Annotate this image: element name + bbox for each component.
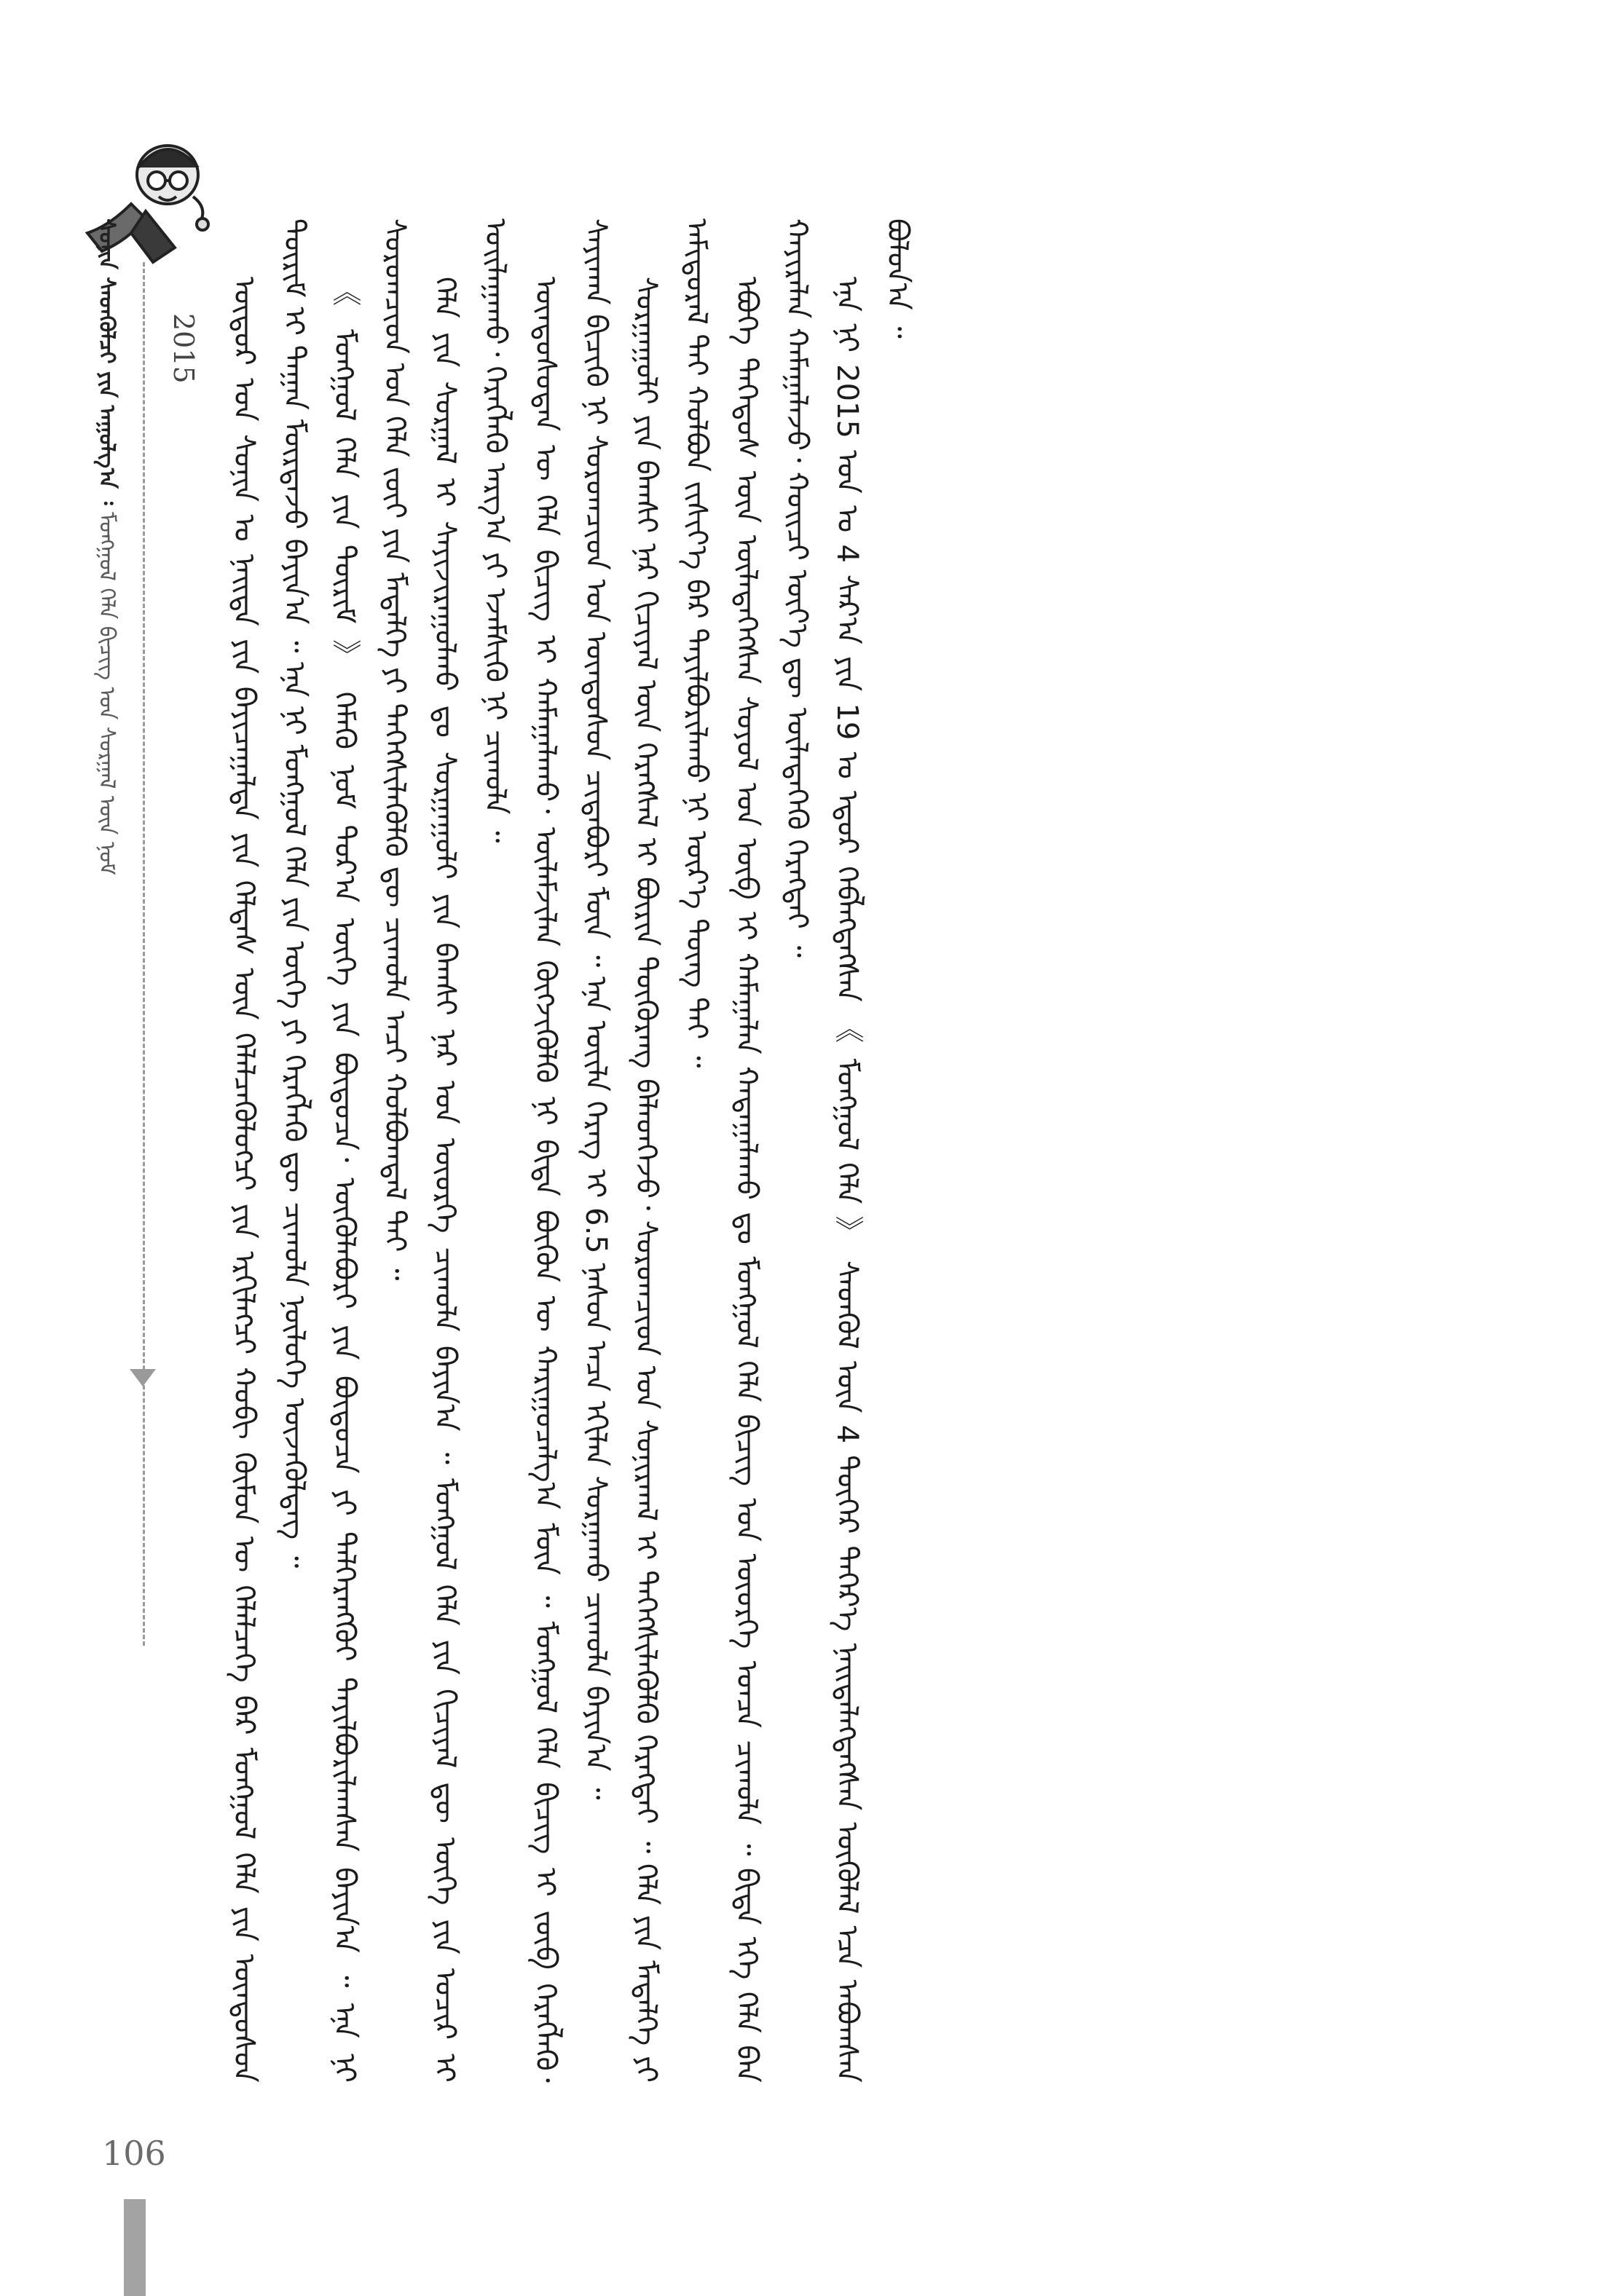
- dashed-rule: [143, 262, 145, 1646]
- paragraph: 《 ᠮᠣᠩᠭᠣᠯ ᠬᠡᠯᠡ ᠶᠢᠨ ᠳᠦᠷᠢᠮ 》 ᠬᠡᠮᠡᠬᠦ ᠨᠣᠮ ᠳᠣᠷ᠎ᠠ ᠦᠭᠡ ᠶᠢᠨ ᠪᠦᠲᠦᠴᠡ᠂ ᠦᠭᠦᠯᠡᠪᠦᠷᠢ ᠶᠢᠨ ᠪᠦᠲᠦᠴᠡ ᠶᠢ ᠳᠡᠯᠭᠡᠷᠡᠩᠭᠦᠢ ᠲᠠᠶᠢᠯᠪᠤᠷᠢᠯᠠᠭᠰᠠᠨ ᠪᠠᠶᠢᠨ᠎ᠠ ᠃ ᠡᠨᠡ ᠨᠢ ᠰᠤᠷᠤᠭᠴᠢᠳ ᠤᠨ ᠬᠡᠯᠡ ᠵᠦᠢ ᠶᠢᠨ ᠮᠡᠳᠡᠯᠭᠡ ᠶᠢ ᠳᠡᠭᠡᠭᠰᠢᠯᠡᠭᠦᠯᠬᠦ ᠳᠦ ᠴᠢᠬᠤᠯᠠ ᠠᠴᠢ ᠬᠣᠯᠪᠣᠭᠳᠠᠯ ᠲᠠᠶ ᠃: [328, 218, 412, 2083]
- thumb-tab: [124, 2199, 146, 2296]
- paragraph: ᠬᠡᠯᠡ ᠶᠢᠨ ᠰᠤᠷᠭᠠᠯ ᠢ ᠰᠠᠶᠢᠵᠢᠷᠠᠭᠤᠯᠬᠤ ᠳᠤ ᠰᠤᠷᠭᠠᠭᠤᠯᠢ ᠶᠢᠨ ᠪᠠᠭᠰᠢ ᠨᠠᠷ ᠤᠨ ᠦᠦᠷᠭᠡ ᠴᠢᠬᠤᠯᠠ ᠪᠠᠶᠢᠨ᠎ᠠ ᠃ ᠮᠣᠩᠭᠣᠯ ᠬᠡᠯᠡ ᠶᠢᠨ ᠬᠢᠴᠢᠶᠡᠯ ᠳᠦ ᠦᠭᠡ ᠶᠢᠨ ᠤᠴᠢᠷ ᠢ ᠣᠢᠯᠠᠭᠠᠬᠤ᠂ ᠬᠡᠷᠡᠭᠯᠡᠬᠦ ᠠᠷᠭ᠎ᠠ ᠶᠢ ᠡᠵᠡᠮᠰᠢᠬᠦ ᠨᠢ ᠴᠢᠬᠤᠯᠠ ᠃: [428, 218, 512, 2083]
- paragraph: ᠦᠨᠳᠦᠰᠦᠲᠡᠨ ᠦ ᠬᠡᠯᠡ ᠪᠢᠴᠢᠭ ᠢ ᠬᠠᠮᠠᠭᠠᠯᠠᠬᠤ᠂ ᠦᠯᠡᠮᠵᠢᠯᠡᠨ ᠬᠥᠭᠵᠢᠭᠦᠯᠬᠦ ᠨᠢ ᠪᠢᠳᠡ ᠪᠦᠬᠦᠨ ᠦ ᠬᠠᠷᠢᠭᠤᠴᠠᠯᠭ᠎ᠠ ᠮᠥᠨ ᠃ ᠮᠣᠩᠭᠣᠯ ᠬᠡᠯᠡ ᠪᠢᠴᠢᠭ ᠢ ᠵᠥᠪ ᠬᠡᠷᠡᠭᠯᠡᠬᠦ᠂ ᠰᠠᠶᠢᠬᠠᠨ ᠪᠢᠴᠢᠬᠦ ᠨᠢ ᠰᠤᠷᠤᠭᠴᠢᠳ ᠤᠨ ᠦᠨᠳᠦᠰᠦᠨ ᠴᠢᠳᠠᠪᠤᠷᠢ ᠮᠥᠨ ᠃ ᠡᠨᠡ ᠦᠢᠯᠡ ᠬᠡᠷᠡᠭ ᠢ 6.5 ᠨᠠᠰᠤᠨ ᠠᠴᠠ ᠡᠬᠢᠯᠡᠨ ᠰᠤᠷᠭᠠᠬᠤ ᠴᠢᠬᠤᠯᠠ ᠪᠠᠶᠢᠨ᠎ᠠ ᠃: [529, 218, 613, 2083]
- running-header-label: ᠮᠣᠩᠭᠣᠯ ᠬᠡᠯᠡ ᠪᠢᠴᠢᠭ ᠤᠨ ᠰᠤᠷᠭᠠᠯ ᠦᠨ ᠨᠣᠮ: [94, 511, 119, 875]
- page-number: 106: [102, 2134, 166, 2173]
- paragraph: ᠡᠪᠦᠭᠡ ᠳᠡᠭᠡᠳᠦᠰ ᠦᠨ ᠦᠯᠡᠳᠡᠭᠡᠭᠰᠡᠨ ᠰᠣᠶᠣᠯ ᠤᠨ ᠥᠪ ᠢ ᠬᠠᠮᠠᠭᠠᠯᠠᠨ ᠬᠠᠳᠠᠭᠠᠯᠠᠬᠤ ᠳᠤ ᠮᠣᠩᠭᠣᠯ ᠬᠡᠯᠡ ᠪᠢᠴᠢᠭ ᠤᠨ ᠦᠦᠷᠭᠡ ᠣᠨᠴᠠ ᠴᠢᠬᠤᠯᠠ ᠃ ᠪᠢᠳᠡ ᠡᠬᠡ ᠬᠡᠯᠡ ᠪᠡᠨ ᠬᠠᠶᠢᠷᠠᠯᠠᠨ ᠬᠠᠮᠠᠭᠠᠯᠠᠵᠤ᠂ ᠬᠣᠢᠴᠢ ᠦᠶ᠎ᠡ ᠳᠦ ᠦᠯᠡᠳᠡᠭᠡᠬᠦ ᠬᠡᠷᠡᠭᠲᠡᠢ ᠃: [730, 218, 814, 2083]
- running-header-label-bold: ᠰᠣᠨᠢᠨ ᠰᠡᠳᠭᠦᠯᠴᠢ ᠶᠢᠨ ᠠᠭᠤᠯᠭ᠎ᠠ ᠄: [94, 218, 119, 505]
- paragraph: ᠰᠤᠷᠭᠠᠭᠤᠯᠢ ᠶᠢᠨ ᠪᠠᠭᠰᠢ ᠨᠠᠷ ᠬᠢᠴᠢᠶᠡᠯ ᠦᠨ ᠬᠡᠷᠡᠭᠰᠡᠯ ᠢ ᠪᠦᠷᠢᠨ ᠳᠦᠭᠦᠷᠡᠩ ᠪᠡᠯᠡᠳᠬᠡᠵᠦ᠂ ᠰᠤᠷᠤᠭᠴᠢᠳ ᠤᠨ ᠰᠣᠨᠢᠷᠬᠠᠯ ᠢ ᠳᠡᠭᠡᠭᠰᠢᠯᠡᠭᠦᠯᠬᠦ ᠬᠡᠷᠡᠭᠲᠡᠢ ᠃ ᠬᠡᠯᠡ ᠶᠢᠨ ᠮᠡᠳᠡᠯᠭᠡ ᠶᠢ ᠠᠮᠢᠳᠤᠷᠠᠯ ᠲᠠᠶ ᠬᠣᠯᠪᠣᠨ ᠵᠢᠱᠢᠶ᠎ᠡ ᠪᠡᠷ ᠲᠠᠶᠢᠯᠪᠤᠷᠢᠯᠠᠬᠤ ᠨᠢ ᠦᠷ᠎ᠡ ᠳᠦᠩ ᠲᠠᠶ ᠃: [629, 218, 713, 2083]
- body-text: [219, 218, 1282, 2083]
- running-header: [87, 218, 131, 2083]
- paragraph: ᠡᠨᠡ ᠨᠢ 2015 ᠣᠨ ᠤ 4 ᠰᠠᠷ᠎ᠠ ᠶᠢᠨ 19 ᠤ ᠡᠳᠦᠷ ᠬᠡᠪᠯᠡᠭᠳᠡᠭᠰᠡᠨ 《 ᠮᠣᠩᠭᠣᠯ ᠬᠡᠯᠡ 》 ᠰᠡᠳᠭᠦᠯ ᠦᠨ 4 ᠳᠦᠭᠡᠷ ᠳᠡᠭᠡᠷ᠎ᠡ ᠨᠡᠢᠲᠡᠯᠡᠭᠳᠡᠭᠰᠡᠨ ᠥᠭᠦᠯᠡᠯ ᠡᠴᠡ ᠠᠪᠤᠭᠰᠠᠨ ᠪᠣᠯᠤᠨ᠎ᠠ ᠃: [830, 218, 914, 2083]
- year-note: 2015: [168, 313, 200, 384]
- triangle-marker-icon: [130, 1369, 156, 1386]
- paragraph: ᠥᠳᠦᠷ ᠤᠨ ᠰᠣᠨᠢᠨ ᠤ ᠨᠡᠢᠲᠡ ᠶᠢᠨ ᠪᠠᠶᠢᠴᠠᠭᠠᠯᠲᠠ ᠶᠢᠨ ᠬᠡᠯᠲᠡᠰ ᠦᠨ ᠬᠡᠯᠡᠯᠴᠡᠭᠦᠯᠦᠭᠴᠢ ᠶᠢᠨ ᠡᠷᠬᠢᠯᠡᠭᠴᠢ ᠬᠤᠪᠢ ᠬᠦᠮᠦᠨ ᠦ ᠬᠡᠯᠡᠯᠴᠡᠭᠡ ᠪᠡᠷ ᠮᠣᠩᠭᠣᠯ ᠬᠡᠯᠡ ᠶᠢᠨ ᠦᠨᠳᠦᠰᠦᠨ ᠳᠦᠷᠢᠮ ᠢ ᠳᠠᠭᠠᠨ ᠮᠦᠷᠳᠡᠵᠦ ᠪᠠᠶᠢᠨ᠎ᠠ ᠃ ᠡᠨᠡ ᠨᠢ ᠮᠣᠩᠭᠣᠯ ᠬᠡᠯᠡ ᠶᠢᠨ ᠦᠭᠡ ᠶᠢ ᠬᠡᠷᠡᠭᠯᠡᠬᠦ ᠳᠦ ᠴᠢᠬᠤᠯᠠ ᠨᠥᠯᠦᠭᠡ ᠦᠵᠡᠭᠦᠯᠳᠡᠭ ᠃: [227, 218, 311, 2083]
